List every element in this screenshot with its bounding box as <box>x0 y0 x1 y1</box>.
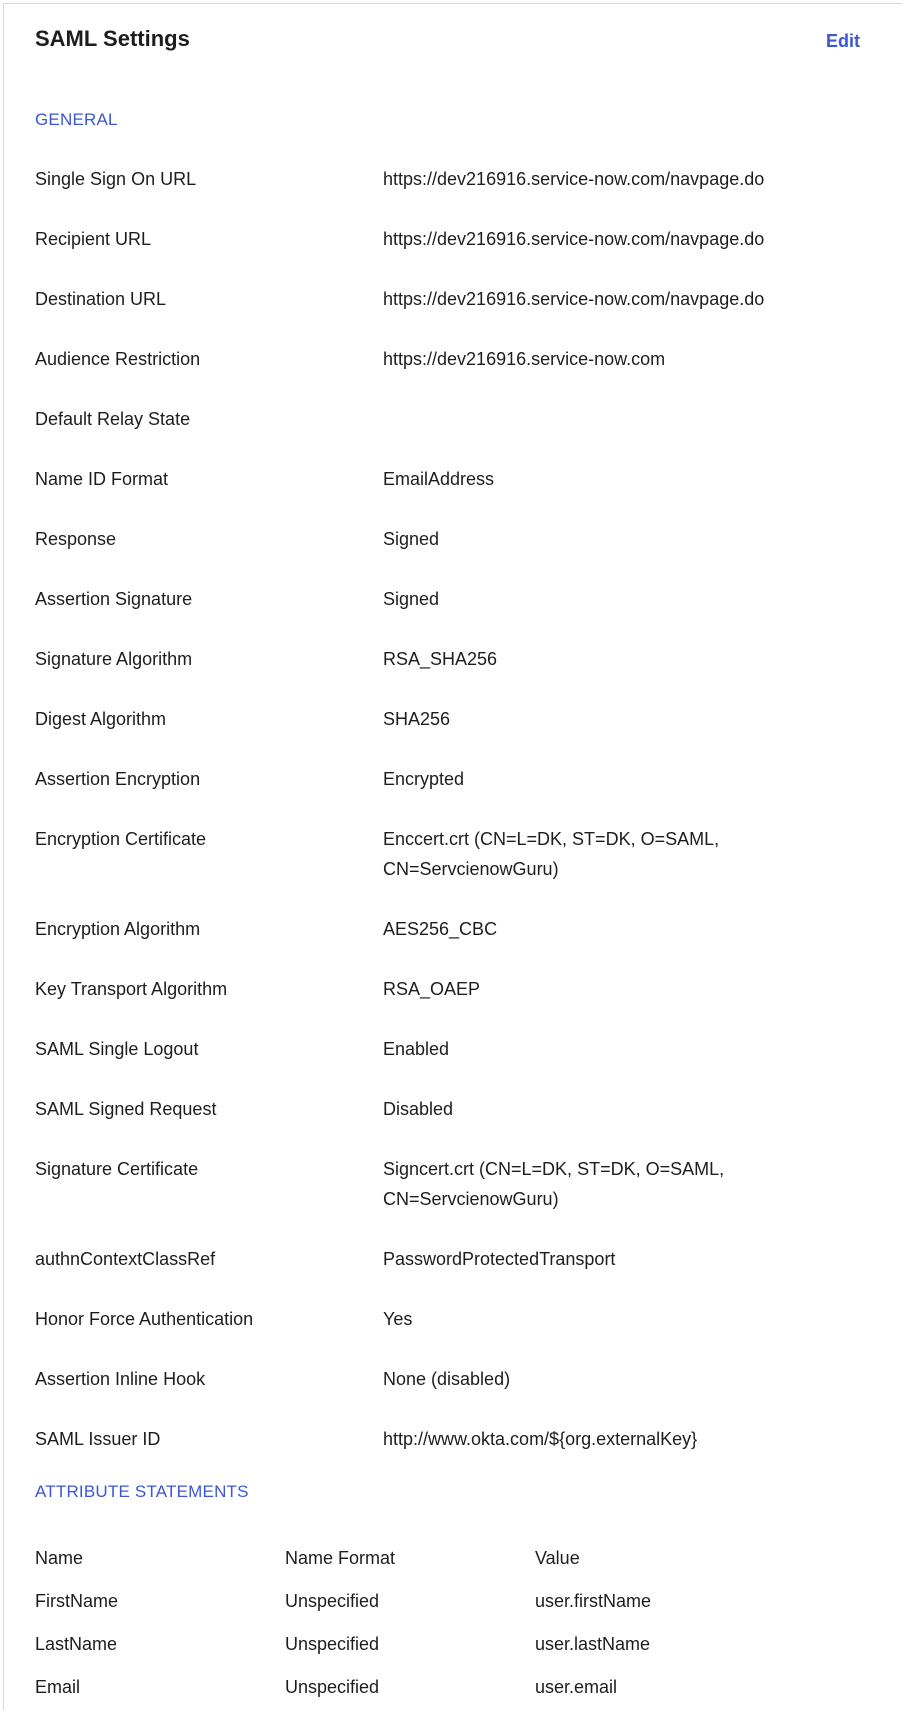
setting-label: Signature Certificate <box>35 1159 199 1179</box>
setting-label: Recipient URL <box>35 229 152 249</box>
page-title: SAML Settings <box>35 26 190 51</box>
setting-label: Assertion Inline Hook <box>35 1369 206 1389</box>
setting-value: Enabled <box>383 1039 450 1059</box>
attribute-name-cell: Email <box>35 1677 81 1697</box>
setting-value: Yes <box>383 1309 413 1329</box>
setting-label: Encryption Certificate <box>35 829 207 849</box>
setting-value: RSA_OAEP <box>383 979 481 999</box>
setting-value: PasswordProtectedTransport <box>383 1249 616 1269</box>
setting-label: Signature Algorithm <box>35 649 193 669</box>
setting-label: Honor Force Authentication <box>35 1309 254 1329</box>
attribute-value-cell: user.firstName <box>535 1591 652 1611</box>
setting-row-assertion-signature <box>35 584 875 644</box>
setting-value: Enccert.crt (CN=L=DK, ST=DK, O=SAML, CN=ServcienowGuru) <box>383 829 720 879</box>
setting-row-saml-issuer-id <box>35 1424 875 1484</box>
setting-row-assertion-encryption <box>35 764 875 824</box>
setting-row-authn-context-class-ref <box>35 1244 875 1304</box>
setting-value: None (disabled) <box>383 1369 511 1389</box>
setting-label: Digest Algorithm <box>35 709 167 729</box>
setting-row-assertion-inline-hook <box>35 1364 875 1424</box>
setting-value: Disabled <box>383 1099 454 1119</box>
attribute-name-cell: LastName <box>35 1634 118 1654</box>
setting-value: AES256_CBC <box>383 919 498 939</box>
setting-value: RSA_SHA256 <box>383 649 498 669</box>
attribute-format-cell: Unspecified <box>285 1677 380 1697</box>
setting-value: Signed <box>383 529 440 549</box>
attribute-format-cell: Unspecified <box>285 1634 380 1654</box>
setting-row-response <box>35 524 875 584</box>
setting-value: https://dev216916.service-now.com <box>383 349 666 369</box>
setting-label: Key Transport Algorithm <box>35 979 228 999</box>
setting-row-signature-certificate <box>35 1154 875 1244</box>
setting-row-saml-single-logout <box>35 1034 875 1094</box>
table-row <box>35 1623 795 1666</box>
attribute-statements-heading: ATTRIBUTE STATEMENTS <box>35 1482 249 1501</box>
setting-label: Single Sign On URL <box>35 169 197 189</box>
column-header-value: Value <box>535 1548 580 1568</box>
setting-row-encryption-algorithm <box>35 914 875 974</box>
setting-row-single-sign-on-url <box>35 164 875 224</box>
setting-value: Signcert.crt (CN=L=DK, ST=DK, O=SAML, CN=ServcienowGuru) <box>383 1159 725 1209</box>
attribute-value-cell: user.lastName <box>535 1634 651 1654</box>
setting-label: Assertion Signature <box>35 589 193 609</box>
setting-value: https://dev216916.service-now.com/navpage.do <box>383 289 765 309</box>
attribute-format-cell: Unspecified <box>285 1591 380 1611</box>
panel-header <box>4 4 902 74</box>
setting-value: Signed <box>383 589 440 609</box>
setting-label: Destination URL <box>35 289 167 309</box>
setting-row-encryption-certificate <box>35 824 875 914</box>
saml-settings-panel <box>3 3 902 1710</box>
setting-row-digest-algorithm <box>35 704 875 764</box>
edit-button[interactable]: Edit <box>826 31 860 51</box>
setting-row-audience-restriction <box>35 344 875 404</box>
attribute-value-cell: user.email <box>535 1677 618 1697</box>
setting-label: SAML Single Logout <box>35 1039 199 1059</box>
table-header-row <box>35 1537 795 1580</box>
setting-value <box>383 404 743 464</box>
setting-row-honor-force-authentication <box>35 1304 875 1364</box>
attribute-name-cell: FirstName <box>35 1591 119 1611</box>
setting-value: Encrypted <box>383 769 465 789</box>
setting-label: Response <box>35 529 117 549</box>
setting-row-name-id-format <box>35 464 875 524</box>
setting-row-signature-algorithm <box>35 644 875 704</box>
setting-value: SHA256 <box>383 709 451 729</box>
setting-label: Assertion Encryption <box>35 769 201 789</box>
attribute-statements-table <box>35 1537 795 1709</box>
setting-row-key-transport-algorithm <box>35 974 875 1034</box>
general-section-heading: GENERAL <box>35 110 118 129</box>
column-header-name-format: Name Format <box>285 1548 396 1568</box>
setting-label: Encryption Algorithm <box>35 919 201 939</box>
general-settings-list <box>35 164 875 1484</box>
setting-value: https://dev216916.service-now.com/navpage.do <box>383 229 765 249</box>
setting-label: SAML Signed Request <box>35 1099 217 1119</box>
table-row <box>35 1666 795 1709</box>
setting-label: Default Relay State <box>35 409 191 429</box>
setting-row-saml-signed-request <box>35 1094 875 1154</box>
setting-value: https://dev216916.service-now.com/navpage.do <box>383 169 765 189</box>
setting-row-destination-url <box>35 284 875 344</box>
setting-label: SAML Issuer ID <box>35 1429 161 1449</box>
setting-label: Audience Restriction <box>35 349 201 369</box>
column-header-name: Name <box>35 1548 84 1568</box>
setting-label: Name ID Format <box>35 469 169 489</box>
setting-row-recipient-url <box>35 224 875 284</box>
setting-label: authnContextClassRef <box>35 1249 216 1269</box>
setting-value: EmailAddress <box>383 469 495 489</box>
table-row <box>35 1580 795 1623</box>
setting-value: http://www.okta.com/${org.externalKey} <box>383 1429 698 1449</box>
setting-row-default-relay-state <box>35 404 875 464</box>
